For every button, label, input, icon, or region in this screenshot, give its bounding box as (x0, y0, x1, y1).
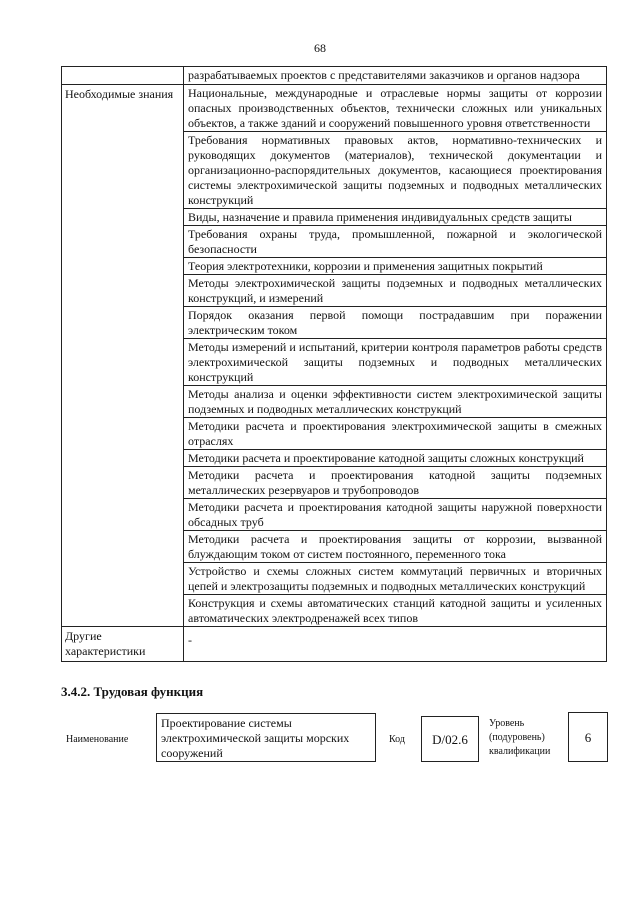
knowledge-item: Виды, назначение и правила применения индивидуальных средств защиты (184, 209, 606, 226)
knowledge-item: Методики расчета и проектирование катодной защиты сложных конструкций (184, 450, 606, 467)
name-label: Наименование (66, 734, 129, 745)
knowledge-item: Методы анализа и оценки эффективности систем электрохимической защиты подземных и подводных металлических конструкций (184, 386, 606, 418)
knowledge-label: Необходимые знания (62, 85, 184, 627)
continuation-text: разрабатываемых проектов с представителями заказчиков и органов надзора (188, 68, 580, 82)
continuation-cell (184, 67, 607, 85)
labor-function-row (0, 712, 640, 772)
knowledge-item: Конструкция и схемы автоматических станций катодной защиты и усиленных автоматических электродренажей всех типов (188, 596, 602, 625)
other-value: - (188, 633, 192, 647)
table-row-continuation (62, 67, 607, 85)
knowledge-item: Национальные, международные и отраслевые нормы защиты от коррозии опасных производственных объектов, технически сложных или уникальных объектов, а также зданий и сооружений повышенного уровня ответственности (184, 85, 606, 132)
knowledge-item: Требования охраны труда, промышленной, пожарной и экологической безопасности (184, 226, 606, 258)
code-label: Код (389, 734, 405, 745)
continuation-label-cell (62, 67, 184, 85)
knowledge-item: Методики расчета и проектирования катодной защиты наружной поверхности обсадных труб (184, 499, 606, 531)
knowledge-item: Методики расчета и проектирования защиты от коррозии, вызванной блуждающим током от систем постоянного, переменного тока (184, 531, 606, 563)
knowledge-item: Методы измерений и испытаний, критерии контроля параметров работы средств электрохимической защиты подземных и подводных металлических конструкций (184, 339, 606, 386)
level-value: 6 (568, 712, 608, 762)
code-value: D/02.6 (421, 716, 479, 762)
knowledge-item: Методики расчета и проектирования электрохимической защиты в смежных отраслях (184, 418, 606, 450)
level-label: Уровень (подуровень) квалификации (489, 718, 551, 757)
knowledge-item: Методики расчета и проектирования катодной защиты подземных металлических резервуаров и трубопроводов (184, 467, 606, 499)
name-value: Проектирование системы электрохимической защиты морских сооружений (156, 713, 376, 762)
knowledge-item: Порядок оказания первой помощи пострадавшим при поражении электрическим током (184, 307, 606, 339)
table-row-other (62, 627, 607, 662)
other-label: Другие характеристики (62, 627, 184, 662)
page-number: 68 (314, 41, 326, 55)
knowledge-item: Требования нормативных правовых актов, нормативно-технических и руководящих документов (материалов), технической документации и организационно-распорядительных документов, касающиеся проектирования системы электрохимической защиты подземных и подводных металлических конструкций (184, 132, 606, 209)
table-row-knowledge (62, 85, 607, 627)
requirements-table (61, 66, 607, 662)
knowledge-list (184, 85, 607, 627)
other-cell (184, 627, 607, 662)
knowledge-item: Методы электрохимической защиты подземных и подводных металлических конструкций, и измерений (184, 275, 606, 307)
knowledge-item: Устройство и схемы сложных систем коммутаций первичных и вторичных цепей и электрозащиты подземных и подводных металлических конструкций (184, 563, 606, 595)
section-title: 3.4.2. Трудовая функция (61, 684, 204, 699)
knowledge-item: Теория электротехники, коррозии и применения защитных покрытий (184, 258, 606, 275)
